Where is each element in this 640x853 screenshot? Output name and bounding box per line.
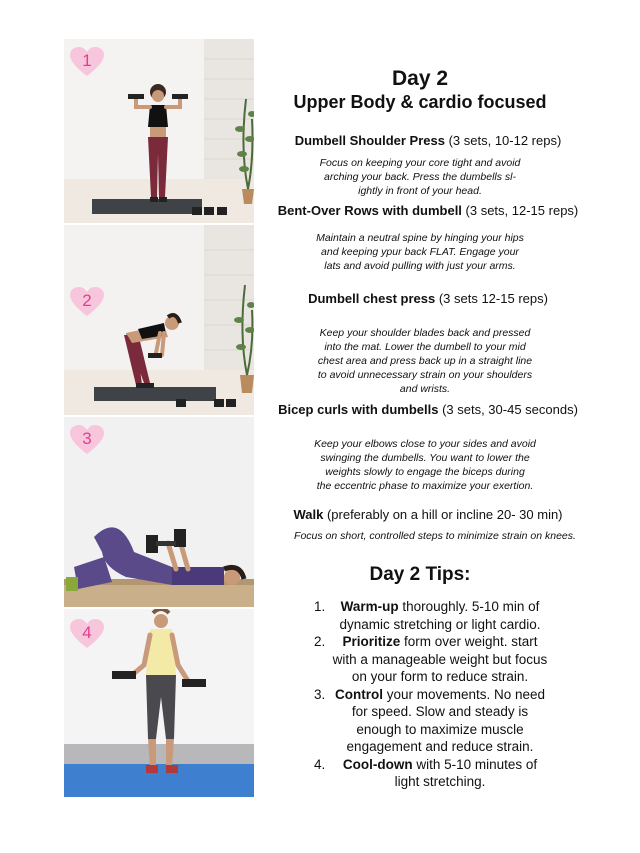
exercise-description: Maintain a neutral spine by hinging your hips and keeping ypur back FLAT. Engage your lats and avoid pulling with just your arms. — [316, 232, 524, 272]
photo-number-label: 1 — [82, 51, 92, 70]
tips-title: Day 2 Tips: — [369, 564, 471, 585]
photo-number-label: 4 — [82, 623, 92, 642]
day-title: Day 2 — [391, 67, 449, 90]
photo-bent-over-row — [64, 225, 254, 415]
exercise-heading — [270, 402, 586, 417]
photo-chest-press — [64, 417, 254, 607]
exercise-detail: (3 sets 12-15 reps) — [435, 291, 548, 306]
photo-number-label: 3 — [82, 429, 92, 448]
focus-title: Upper Body & cardio focused — [293, 92, 547, 112]
tip-number: 4. — [314, 756, 326, 772]
tip-number: 3. — [314, 686, 326, 702]
exercise-photo-column — [64, 39, 254, 797]
photo-shoulder-press — [64, 39, 254, 223]
exercise-name: Dumbell Shoulder Press — [294, 133, 445, 148]
exercise-detail: (preferably on a hill or incline 20- 30 min) — [323, 507, 563, 522]
photo-bicep-curls — [64, 609, 254, 797]
tip-item: 4. Cool-down with 5-10 minutes of light stretching. — [314, 756, 538, 789]
tip-number: 1. — [314, 599, 326, 614]
exercise-description: Keep your shoulder blades back and pressed into the mat. Lower the dumbell to your mid chest area and press back up in a straight line to avoid unnecessary strain on your shoulders and wrists. — [317, 327, 533, 395]
exercise-heading — [270, 291, 586, 306]
exercise-name: Dumbell chest press — [308, 291, 436, 306]
exercise-detail: (3 sets, 30-45 seconds) — [438, 402, 578, 417]
exercise-name: Bicep curls with dumbells — [278, 402, 439, 417]
tip-keyword: Control — [334, 686, 383, 702]
exercise-name: Bent-Over Rows with dumbell — [277, 203, 462, 218]
photo-number-heart — [70, 47, 104, 77]
exercise-heading — [270, 507, 586, 522]
exercise-detail: (3 sets, 10-12 reps) — [444, 133, 562, 148]
tip-item: 1. Warm-up thoroughly. 5-10 min of dynamic stretching or light cardio. — [314, 599, 541, 632]
tip-keyword: Prioritize — [342, 634, 401, 649]
exercise-description: Keep your elbows close to your sides and avoid swinging the dumbells. You want to lower the weights slowly to engage the biceps during the eccentric phase to maximize your exertion. — [314, 438, 536, 492]
exercise-name: Walk — [293, 507, 324, 522]
exercise-heading — [270, 133, 586, 148]
tip-item: 2. Prioritize form over weight. start with a manageable weight but focus on your form to reduce strain. — [314, 634, 548, 684]
photo-number-heart — [70, 425, 104, 455]
tips-list — [300, 598, 580, 791]
tip-item: 3. Control your movements. No need for speed. Slow and steady is enough to maximize muscle engagement and reduce strain. — [314, 686, 546, 754]
tip-number: 2. — [314, 634, 326, 649]
photo-number-label: 2 — [82, 291, 92, 310]
tip-keyword: Warm-up — [340, 599, 399, 614]
exercise-heading — [270, 203, 586, 218]
exercise-description: Focus on keeping your core tight and avoid arching your back. Press the dumbells sl- ightly in front of your head. — [319, 157, 521, 197]
exercise-description: Focus on short, controlled steps to minimize strain on knees. — [294, 530, 576, 542]
photo-number-heart — [70, 619, 104, 649]
exercise-detail: (3 sets, 12-15 reps) — [461, 203, 579, 218]
tip-keyword: Cool-down — [342, 756, 413, 772]
photo-number-heart — [70, 287, 104, 317]
